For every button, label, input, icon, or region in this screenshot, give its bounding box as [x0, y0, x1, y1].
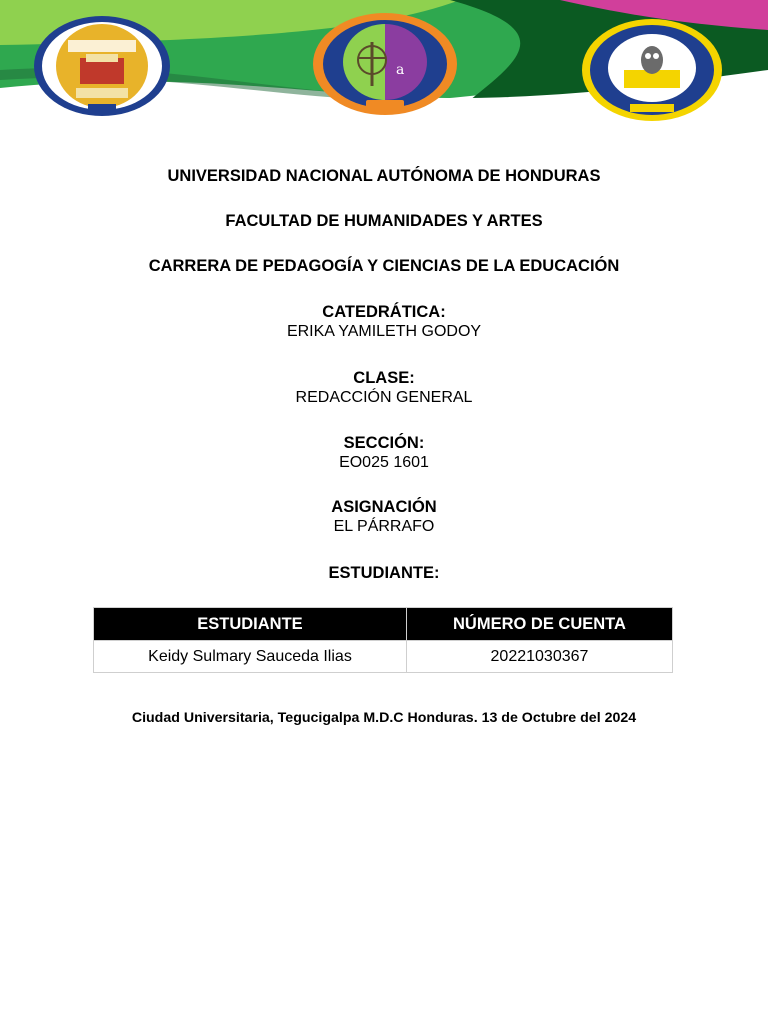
- account-number-cell: 20221030367: [406, 641, 672, 673]
- estudiante-block: [0, 563, 768, 583]
- clase-value: REDACCIÓN GENERAL: [295, 389, 473, 406]
- header-estudiante: ESTUDIANTE: [94, 608, 407, 641]
- svg-text:a: a: [396, 62, 405, 78]
- career-name: CARRERA DE PEDAGOGÍA Y CIENCIAS DE LA EDUCACIÓN: [148, 257, 620, 275]
- table-row: [94, 641, 673, 673]
- facultad-seal-icon: [310, 12, 460, 116]
- estudiante-heading: ESTUDIANTE:: [328, 564, 440, 582]
- asignacion-label: ASIGNACIÓN: [331, 498, 437, 516]
- seccion-block: [0, 433, 768, 473]
- asignacion-value: EL PÁRRAFO: [333, 518, 435, 535]
- seccion-label: SECCIÓN:: [343, 434, 425, 452]
- place-date-footer: Ciudad Universitaria, Tegucigalpa M.D.C Honduras. 13 de Octubre del 2024: [131, 710, 637, 726]
- clase-label: CLASE:: [353, 369, 415, 387]
- clase-block: [0, 368, 768, 408]
- student-name-cell: Keidy Sulmary Sauceda Ilias: [94, 641, 407, 673]
- seccion-value: EO025 1601: [339, 454, 429, 471]
- asignacion-block: [0, 497, 768, 537]
- header-numero-cuenta: NÚMERO DE CUENTA: [406, 608, 672, 641]
- university-name: UNIVERSIDAD NACIONAL AUTÓNOMA DE HONDURAS: [167, 167, 601, 185]
- catedratica-value: ERIKA YAMILETH GODOY: [286, 323, 482, 340]
- students-table: [93, 607, 673, 673]
- catedratica-label: CATEDRÁTICA:: [322, 303, 446, 321]
- catedratica-block: [0, 302, 768, 342]
- pedagogia-seal-icon: [580, 18, 724, 122]
- faculty-name: FACULTAD DE HUMANIDADES Y ARTES: [225, 212, 543, 230]
- table-header-row: [94, 608, 673, 641]
- liceo-seal-icon: [32, 14, 172, 118]
